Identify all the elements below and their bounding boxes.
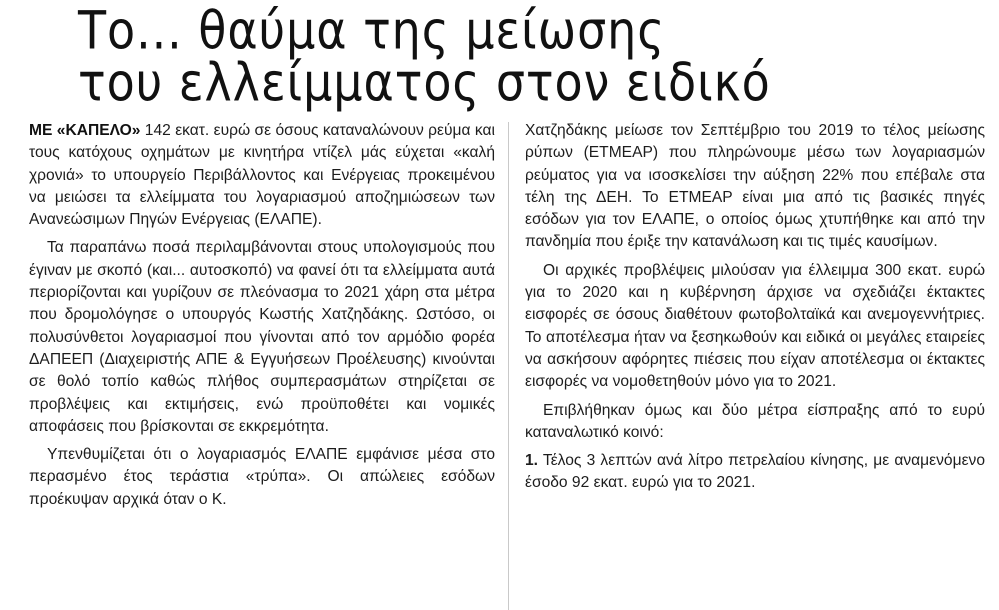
paragraph: Επιβλήθηκαν όμως και δύο μέτρα είσπραξης από το ευρύ καταναλωτικό κοινό: (525, 401, 985, 441)
paragraph: Οι αρχικές προβλέψεις μιλούσαν για έλλειμμα 300 εκατ. ευρώ για το 2020 και η κυβέρνηση άρχισε να σχεδιάζει έκτακτες εισφορές σε όσους διαθέτουν φωτοβολταϊκά και ανεμογεννήτριες. Το αποτέλεσμα ήταν να ξεσηκωθούν και ειδικά οι μεγάλες εταιρείες να ασκήσουν αφόρητες πιέσεις που είχαν αποτέλεσμα οι έκτακτες εισφορές να νομοθετηθούν μόνο για το 2021. (525, 261, 985, 391)
headline-line-2: του ελλείμματος στον ειδικό (78, 52, 771, 113)
lead-paragraph (29, 120, 495, 231)
list-item-number: 1. (525, 452, 539, 470)
column-divider (508, 122, 509, 610)
paragraph: Τα παραπάνω ποσά περιλαμβάνονται στους υπολογισμούς που έγιναν με σκοπό (και... αυτοσκοπό) να φανεί ότι τα ελλείμματα αυτά περιορίζονται και γυρίζουν σε πλεόνασμα το 2021 χάρη στα μέτρα που δρομολόγησε ο υπουργός Κωστής Χατζηδάκης. Ωστόσο, οι πολυσύνθετοι λογαριασμοί που γίνονται από τον αρμόδιο φορέα ΔΑΠΕΕΠ (Διαχειριστής ΑΠΕ & Εγγυήσεων Προέλευσης) κινούνται σε θολό τοπίο καθώς πλήθος συμπερασμάτων στηρίζεται σε προβλέψεις και εκτιμήσεις, ενώ προϋποθέτει και νομικές αποφάσεις που βρίσκονται σε εκκρεμότητα. (29, 239, 495, 435)
kicker: ΜΕ «ΚΑΠΕΛΟ» (29, 122, 141, 139)
paragraph: Υπενθυμίζεται ότι ο λογαριασμός ΕΛΑΠΕ εμφάνισε μέσα στο περασμένο έτος τεράστια «τρύπα». Οι απώλειες εσόδων προέκυψαν αρχικά όταν ο Κ. (29, 446, 495, 508)
article-column-left (29, 120, 495, 511)
article-column-right (525, 120, 985, 495)
lead-paragraph-body: 142 εκατ. ευρώ σε όσους καταναλώνουν ρεύμα και τους κατόχους οχημάτων με κινητήρα ντίζελ μάς εύχεται «καλή χρονιά» το υπουργείο Περιβάλλοντος και Ενέργειας προκειμένου να μειώσει τα ελλείμματα του λογαριασμού αποζημιώσεων των Ανανεώσιμων Πηγών Ενέργειας (ΕΛΑΠΕ). (29, 122, 495, 229)
headline (0, 0, 999, 120)
headline-line-1: Το... θαύμα της μείωσης (78, 0, 666, 61)
list-item-text: Τέλος 3 λεπτών ανά λίτρο πετρελαίου κίνησης, με αναμενόμενο έσοδο 92 εκατ. ευρώ για το 2021. (525, 452, 985, 492)
list-item (525, 450, 985, 495)
paragraph: Χατζηδάκης μείωσε τον Σεπτέμβριο του 2019 το τέλος μείωσης ρύπων (ΕΤΜΕΑΡ) που πληρώνουμε μέσω των λογαριασμών ρεύματος για να ισοσκελίσει την αύξηση 22% που επέβαλε στα τέλη της ΔΕΗ. Το ΕΤΜΕΑΡ είναι μια από τις βασικές πηγές εσόδων για τον ΕΛΑΠΕ, ο οποίος όμως χτυπήθηκε και από την πανδημία που έριξε την κατανάλωση και τις τιμές καυσίμων. (525, 122, 985, 251)
